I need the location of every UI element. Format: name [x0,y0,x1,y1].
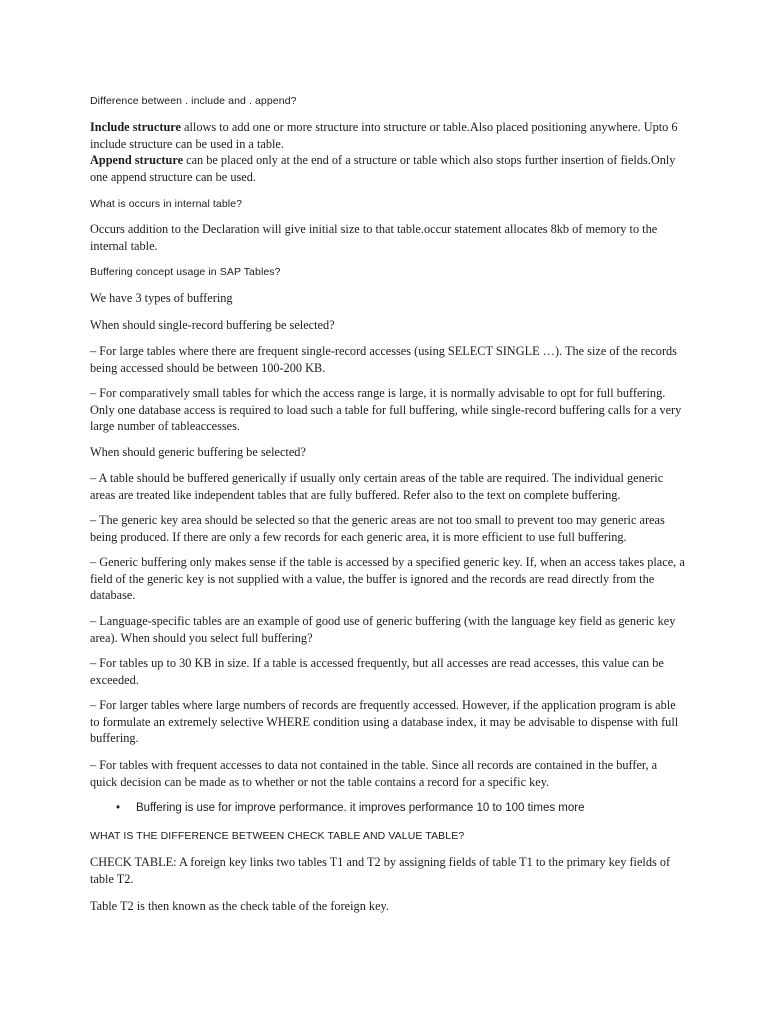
check-table-foreign-key: Table T2 is then known as the check table of the foreign key. [90,899,389,913]
performance-bullet-text: Buffering is use for improve performance. it improves performance 10 to 100 times more [136,802,585,814]
occurs-paragraph: Occurs addition to the Declaration will give initial size to that table.occur statement allocates 8kb of memory to the internal table. [90,222,658,253]
generic-buffering-question: When should generic buffering be selected? [90,445,306,459]
check-table-definition: CHECK TABLE: A foreign key links two tables T1 and T2 by assigning fields of table T1 to the primary key fields of table T2. [90,855,671,886]
generic-key-area: – The generic key area should be selected so that the generic areas are not too small to prevent too may generic areas being produced. If there are only a few records for each generic area, it is more efficient to use full buffering. [90,513,665,544]
full-buffering-missing-data: – For tables with frequent accesses to data not contained in the table. Since all records are contained in the buffer, a quick decision can be made as to whether or not the table contains a record for a specific key. [90,758,658,789]
include-append-paragraph [90,119,686,185]
single-record-small-tables: – For comparatively small tables for which the access range is large, it is normally advisable to opt for full buffering. Only one database access is required to load such a table for full buffering, while single-record buffering calls for a very large number of tableaccesses. [90,386,682,433]
include-structure-text: allows to add one or more structure into structure or table.Also placed positioning anywhere. Upto 6 include structure can be used in a table. [90,120,678,151]
include-structure-label: Include structure [90,120,181,134]
performance-bullet [116,802,688,814]
heading-check-value-table: WHAT IS THE DIFFERENCE BETWEEN CHECK TABLE AND VALUE TABLE? [90,830,465,842]
heading-buffering: Buffering concept usage in SAP Tables? [90,266,281,278]
append-structure-label: Append structure [90,153,184,167]
generic-buffering-areas: – A table should be buffered generically if usually only certain areas of the table are required. The individual generic areas are treated like independent tables that are fully buffered. Refer also to the text on complete buffering. [90,471,664,502]
full-buffering-small-tables: – For tables up to 30 KB in size. If a table is accessed frequently, but all accesses are read accesses, this value can be exceeded. [90,656,664,687]
single-record-question: When should single-record buffering be selected? [90,318,335,332]
full-buffering-large-tables: – For larger tables where large numbers of records are frequently accessed. However, if the application program is able to formulate an extremely selective WHERE condition using a database index, it may be advisable to dispense with full buffering. [90,698,679,745]
buffering-types-paragraph: We have 3 types of buffering [90,291,233,305]
bullet-icon: • [116,802,121,814]
generic-key-access: – Generic buffering only makes sense if the table is accessed by a specified generic key. If, when an access takes place, a field of the generic key is not supplied with a value, the buffer is ignored and the records are read directly from the database. [90,555,685,602]
heading-occurs: What is occurs in internal table? [90,198,243,210]
append-structure-text: can be placed only at the end of a structure or table which also stops further insertion of fields.Only one append structure can be used. [90,153,676,184]
language-specific-tables: – Language-specific tables are an example of good use of generic buffering (with the language key field as generic key area). When should you select full buffering? [90,614,676,645]
single-record-large-tables: – For large tables where there are frequent single-record accesses (using SELECT SINGLE …). The size of the records being accessed should be between 100-200 KB. [90,344,677,375]
heading-include-append: Difference between . include and . append? [90,95,297,107]
